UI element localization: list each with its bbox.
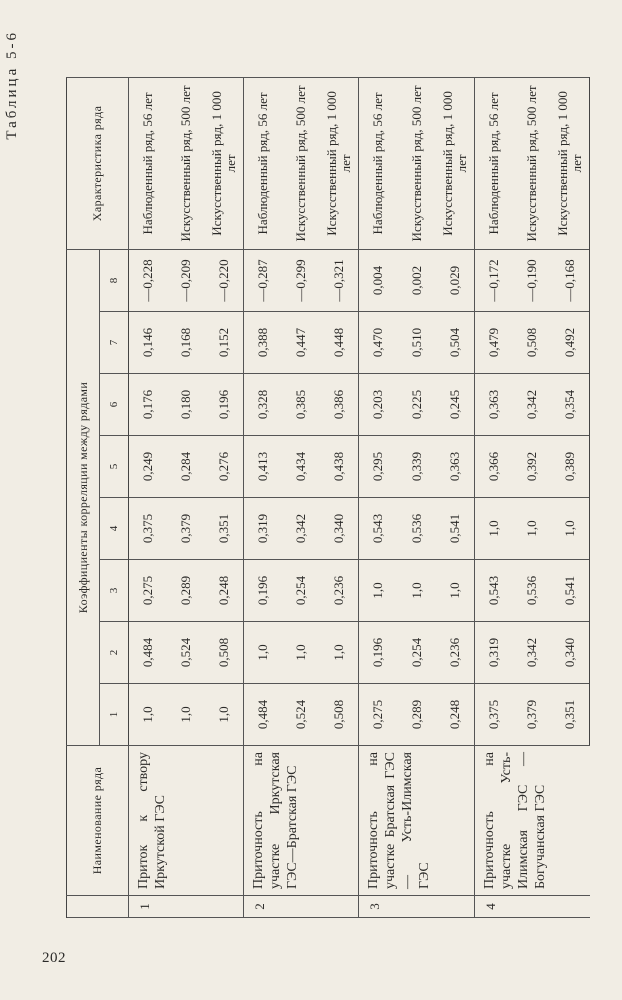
value-cell: 0,484 (244, 684, 283, 746)
table-row (244, 77, 283, 917)
characteristic-cell: Наблюденный ряд, 56 лет (244, 77, 283, 249)
value-cell: 0,484 (129, 622, 168, 684)
table-row (129, 77, 168, 917)
characteristic-cell: Наблюденный ряд, 56 лет (129, 77, 168, 249)
value-cell: 0,354 (551, 374, 590, 436)
characteristic-cell: Искусственный ряд, 1 000 лет (551, 77, 590, 249)
value-cell: 1,0 (244, 622, 283, 684)
header-group: Коэффициенты корреляции между рядами (67, 249, 100, 745)
value-cell: —0,190 (513, 249, 551, 311)
value-cell: 0,196 (205, 374, 244, 436)
header-col: 2 (100, 622, 129, 684)
group-number: 2 (244, 896, 359, 918)
value-cell: 0,254 (282, 560, 320, 622)
value-cell: 1,0 (359, 560, 398, 622)
table-caption: Таблица 5-6 (4, 30, 20, 140)
characteristic-cell: Наблюденный ряд, 56 лет (359, 77, 398, 249)
value-cell: 1,0 (129, 684, 168, 746)
value-cell: 0,492 (551, 312, 590, 374)
value-cell: 0,375 (474, 684, 513, 746)
characteristic-cell: Искусственный ряд, 500 лет (167, 77, 205, 249)
header-col: 6 (100, 374, 129, 436)
value-cell: —0,168 (551, 249, 590, 311)
header-col: 4 (100, 498, 129, 560)
value-cell: 1,0 (436, 560, 475, 622)
value-cell: 0,536 (513, 560, 551, 622)
group-name: Приточность на участке Братская ГЭС — Усть-Илимская ГЭС (359, 746, 474, 896)
value-cell: —0,299 (282, 249, 320, 311)
value-cell: 1,0 (398, 560, 436, 622)
value-cell: 0,275 (359, 684, 398, 746)
value-cell: 0,524 (167, 622, 205, 684)
characteristic-cell: Искусственный ряд, 1 000 лет (320, 77, 359, 249)
value-cell: 0,342 (282, 498, 320, 560)
correlation-table (66, 77, 590, 918)
value-cell: 0,248 (436, 684, 475, 746)
value-cell: 0,168 (167, 312, 205, 374)
value-cell: 0,389 (551, 436, 590, 498)
value-cell: 0,152 (205, 312, 244, 374)
value-cell: 1,0 (167, 684, 205, 746)
value-cell: 0,180 (167, 374, 205, 436)
value-cell: 0,386 (320, 374, 359, 436)
value-cell: 0,236 (436, 622, 475, 684)
header-characteristic: Характеристика ряда (67, 77, 129, 249)
value-cell: 1,0 (551, 498, 590, 560)
table-row (359, 77, 398, 917)
value-cell: —0,172 (474, 249, 513, 311)
value-cell: 0,275 (129, 560, 168, 622)
value-cell: 0,295 (359, 436, 398, 498)
header-name: Наименование ряда (67, 746, 129, 896)
value-cell: 0,413 (244, 436, 283, 498)
value-cell: 1,0 (474, 498, 513, 560)
value-cell: 0,543 (474, 560, 513, 622)
header-col: 8 (100, 249, 129, 311)
value-cell: 0,342 (513, 622, 551, 684)
value-cell: 0,541 (436, 498, 475, 560)
value-cell: 0,508 (513, 312, 551, 374)
value-cell: 0,438 (320, 436, 359, 498)
value-cell: 0,203 (359, 374, 398, 436)
value-cell: 0,385 (282, 374, 320, 436)
value-cell: 0,379 (167, 498, 205, 560)
value-cell: 0,254 (398, 622, 436, 684)
characteristic-cell: Наблюденный ряд, 56 лет (474, 77, 513, 249)
value-cell: 0,504 (436, 312, 475, 374)
page-number: 202 (42, 950, 66, 966)
value-cell: 0,510 (398, 312, 436, 374)
value-cell: 0,276 (205, 436, 244, 498)
value-cell: 0,351 (205, 498, 244, 560)
group-name: Приток к створу Иркутской ГЭС (129, 746, 244, 896)
value-cell: —0,228 (129, 249, 168, 311)
value-cell: 1,0 (205, 684, 244, 746)
value-cell: 1,0 (320, 622, 359, 684)
value-cell: 0,366 (474, 436, 513, 498)
value-cell: 1,0 (513, 498, 551, 560)
header-number (67, 896, 129, 918)
value-cell: 0,392 (513, 436, 551, 498)
value-cell: 0,470 (359, 312, 398, 374)
characteristic-cell: Искусственный ряд, 1 000 лет (205, 77, 244, 249)
value-cell: 0,196 (244, 560, 283, 622)
value-cell: 0,340 (320, 498, 359, 560)
value-cell: —0,220 (205, 249, 244, 311)
value-cell: 0,524 (282, 684, 320, 746)
group-name: Приточность на участке Усть-Илимская ГЭС — Богучанская ГЭС (474, 746, 589, 896)
value-cell: 0,029 (436, 249, 475, 311)
value-cell: 0,004 (359, 249, 398, 311)
value-cell: 0,447 (282, 312, 320, 374)
value-cell: 0,541 (551, 560, 590, 622)
value-cell: 0,249 (129, 436, 168, 498)
header-col: 1 (100, 684, 129, 746)
value-cell: 0,388 (244, 312, 283, 374)
value-cell: 0,225 (398, 374, 436, 436)
header-col: 3 (100, 560, 129, 622)
value-cell: 0,340 (551, 622, 590, 684)
value-cell: —0,287 (244, 249, 283, 311)
value-cell: 0,248 (205, 560, 244, 622)
value-cell: —0,321 (320, 249, 359, 311)
value-cell: 0,543 (359, 498, 398, 560)
table-row (474, 77, 513, 917)
characteristic-cell: Искусственный ряд, 500 лет (398, 77, 436, 249)
value-cell: 0,236 (320, 560, 359, 622)
characteristic-cell: Искусственный ряд, 500 лет (282, 77, 320, 249)
value-cell: 0,339 (398, 436, 436, 498)
group-number: 3 (359, 896, 474, 918)
header-col: 7 (100, 312, 129, 374)
value-cell: 0,351 (551, 684, 590, 746)
value-cell: 0,284 (167, 436, 205, 498)
value-cell: 0,146 (129, 312, 168, 374)
value-cell: 0,289 (167, 560, 205, 622)
value-cell: 0,448 (320, 312, 359, 374)
value-cell: 0,245 (436, 374, 475, 436)
value-cell: 0,002 (398, 249, 436, 311)
characteristic-cell: Искусственный ряд, 1 000 лет (436, 77, 475, 249)
value-cell: 0,342 (513, 374, 551, 436)
value-cell: 0,379 (513, 684, 551, 746)
value-cell: 0,508 (320, 684, 359, 746)
value-cell: 0,196 (359, 622, 398, 684)
value-cell: 0,319 (474, 622, 513, 684)
group-number: 4 (474, 896, 589, 918)
value-cell: 0,363 (474, 374, 513, 436)
value-cell: 1,0 (282, 622, 320, 684)
value-cell: 0,363 (436, 436, 475, 498)
group-number: 1 (129, 896, 244, 918)
value-cell: 0,328 (244, 374, 283, 436)
value-cell: 0,319 (244, 498, 283, 560)
value-cell: 0,375 (129, 498, 168, 560)
value-cell: 0,176 (129, 374, 168, 436)
value-cell: —0,209 (167, 249, 205, 311)
header-col: 5 (100, 436, 129, 498)
characteristic-cell: Искусственный ряд, 500 лет (513, 77, 551, 249)
value-cell: 0,508 (205, 622, 244, 684)
value-cell: 0,289 (398, 684, 436, 746)
value-cell: 0,536 (398, 498, 436, 560)
value-cell: 0,479 (474, 312, 513, 374)
value-cell: 0,434 (282, 436, 320, 498)
group-name: Приточность на участке Иркутская ГЭС—Братская ГЭС (244, 746, 359, 896)
